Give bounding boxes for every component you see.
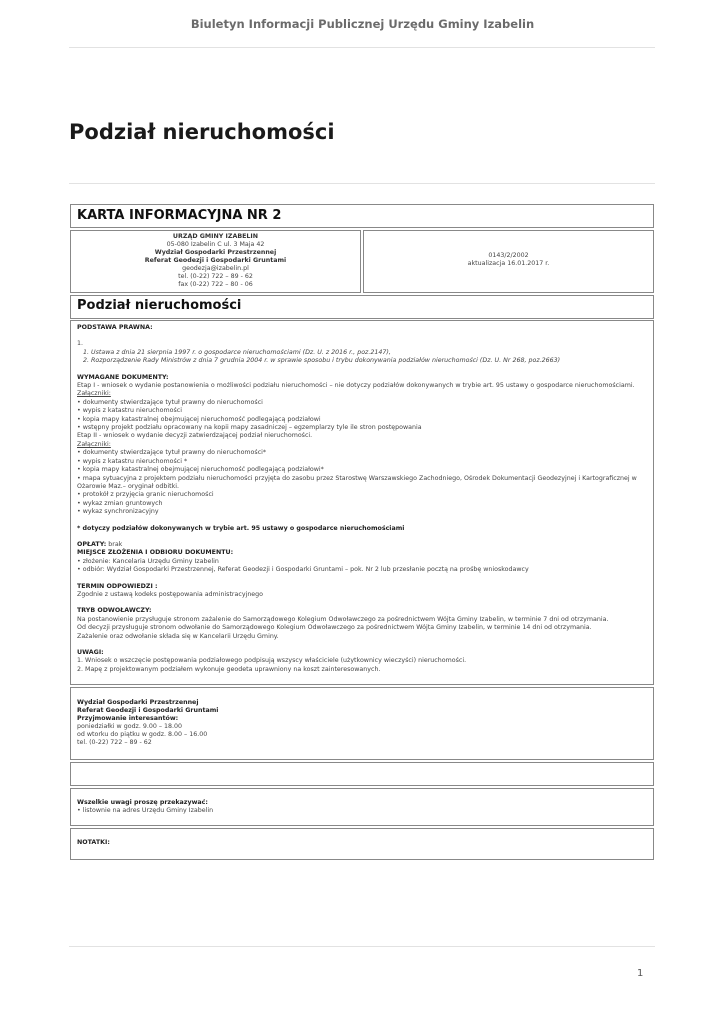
deadline-value: Zgodnie z ustawą kodeks postępowania administracyjnego: [77, 590, 264, 598]
card-title: KARTA INFORMACYJNA NR 2: [70, 204, 654, 228]
office-fax: fax (0-22) 722 – 80 - 06: [178, 281, 253, 288]
list-item: • kopia mapy katastralnej obejmującej nieruchomość podlegającą podziałowi: [77, 415, 321, 423]
fees-heading: OPŁATY:: [77, 540, 107, 548]
hours-unit: Referat Geodezji i Gospodarki Gruntami: [77, 707, 219, 714]
reference-number: 0143/2/2002: [488, 252, 529, 259]
office-phone: tel. (0-22) 722 – 89 - 62: [178, 273, 253, 280]
legal-heading: PODSTAWA PRAWNA:: [77, 324, 153, 331]
deadline-heading: TERMIN ODPOWIEDZI :: [77, 582, 158, 590]
list-item: • mapa sytuacyjna z projektem podziału nieruchomości przyjęta do zasobu przez Starostwę Warszawskiego Zachodniego, Ośrodek Dokumentacji Geodezyjnej i Kartograficznej w Ożarowie Maz.– oryginał odbitki.: [77, 474, 637, 490]
office-hours: [70, 687, 654, 760]
office-email: geodezja@izabelin.pl: [182, 265, 249, 272]
hours-tue-fri: od wtorku do piątku w godz. 8.00 – 16.00: [77, 731, 208, 738]
appeal-line: Zażalenie oraz odwołanie składa się w Kancelarii Urzędu Gminy.: [77, 632, 279, 640]
list-item: • wykaz synchronizacyjny: [77, 508, 159, 516]
legal-item: 2. Rozporządzenie Rady Ministrów z dnia 7 grudnia 2004 r. w sprawie sposobu i trybu dokonywania podziałów nieruchomości (Dz. U. Nr 268, poz.2663): [91, 357, 647, 365]
attachments-label: Załączniki:: [77, 440, 111, 448]
page-number: 1: [637, 968, 644, 979]
footer-divider: [69, 946, 655, 947]
remarks-box: [70, 788, 654, 826]
reference-updated: aktualizacja 16.01.2017 r.: [467, 260, 550, 267]
remarks-heading: Wszelkie uwagi proszę przekazywać:: [77, 799, 208, 806]
hours-mon: poniedziałki w godz. 9.00 – 18.00: [77, 723, 183, 730]
list-item: • wypis z katastru nieruchomości *: [77, 457, 188, 465]
office-address: 05-080 Izabelin C ul. 3 Maja 42: [166, 241, 265, 248]
attachments-label: Załączniki:: [77, 390, 111, 398]
fees-value: brak: [106, 540, 123, 548]
hours-department: Wydział Gospodarki Przestrzennej: [77, 699, 199, 706]
list-item: • złożenie: Kancelaria Urzędu Gminy Izabelin: [77, 557, 219, 565]
notatki-box: NOTATKI:: [70, 828, 654, 860]
appeal-line: Na postanowienie przysługuje stronom zażalenie do Samorządowego Kolegium Odwoławczego za pośrednictwem Wójta Gminy Izabelin, w terminie 7 dni od otrzymania.: [77, 615, 609, 623]
notes-heading: UWAGI:: [77, 649, 104, 656]
list-item: • wstępny projekt podziału opracowany na kopii mapy zasadniczej – egzemplarzy tyle ile stron postępowania: [77, 424, 422, 432]
documents-stage2: Etap II - wniosek o wydanie decyzji zatwierdzającej podział nieruchomości.: [77, 432, 313, 440]
header-divider: [69, 47, 655, 48]
list-item: • wykaz zmian gruntowych: [77, 499, 163, 507]
hours-phone: tel. (0-22) 722 – 89 - 62: [77, 739, 152, 746]
remarks-item: • listownie na adres Urzędu Gminy Izabelin: [77, 807, 214, 814]
legal-marker: 1.: [77, 340, 84, 348]
office-info: [70, 230, 361, 293]
office-name: URZĄD GMINY IZABELIN: [172, 233, 259, 240]
list-item: • kopia mapy katastralnej obejmującej nieruchomość podlegającą podziałowi*: [77, 466, 324, 474]
documents-heading: WYMAGANE DOKUMENTY:: [77, 373, 169, 381]
legal-list: [77, 349, 647, 366]
list-item: • dokumenty stwierdzające tytuł prawny do nieruchomości: [77, 398, 263, 406]
page-title: Podział nieruchomości: [69, 120, 335, 144]
reference-info: [363, 230, 654, 293]
appeal-line: Od decyzji przysługuje stronom odwołanie do Samorządowego Kolegium Odwoławczego za pośrednictwem Wójta Gminy Izabelin, w terminie 14 dni od otrzymania.: [77, 624, 592, 632]
office-department: Wydział Gospodarki Przestrzennej: [154, 249, 277, 256]
site-header-title: Biuletyn Informacji Publicznej Urzędu Gminy Izabelin: [190, 17, 535, 31]
title-divider: [69, 183, 655, 184]
list-item: • odbiór: Wydział Gospodarki Przestrzennej, Referat Geodezji i Gospodarki Gruntami – pok. Nr 2 lub przesłanie pocztą na prośbę wnioskodawcy: [77, 566, 529, 574]
hours-label: Przyjmowanie interesantów:: [77, 715, 179, 722]
appeal-heading: TRYB ODWOŁAWCZY:: [77, 607, 152, 615]
section-title: Podział nieruchomości: [70, 295, 654, 319]
list-item: • dokumenty stwierdzające tytuł prawny do nieruchomości*: [77, 449, 267, 457]
documents-footnote: * dotyczy podziałów dokonywanych w trybie art. 95 ustawy o gospodarce nieruchomościami: [77, 524, 405, 532]
submission-heading: MIEJSCE ZŁOŻENIA I ODBIORU DOKUMENTU:: [77, 549, 234, 557]
legal-item: 1. Ustawa z dnia 21 sierpnia 1997 r. o gospodarce nieruchomościami (Dz. U. z 2016 r., poz.2147),: [91, 349, 647, 357]
notes-line: 2. Mapę z projektowanym podziałem wykonuje geodeta uprawniony na koszt zainteresowanych.: [77, 665, 381, 673]
list-item: • protokół z przyjęcia granic nieruchomości: [77, 491, 214, 499]
documents-stage1: Etap I - wniosek o wydanie postanowienia o możliwości podziału nieruchomości – nie dotyczy podziałów dokonywanych w trybie art. 95 ustawy o gospodarce nieruchomościami.: [77, 382, 635, 390]
empty-row: [70, 762, 654, 786]
list-item: • wypis z katastru nieruchomości: [77, 407, 182, 415]
procedure-details: [70, 320, 654, 685]
notes-line: 1. Wniosek o wszczęcie postępowania podziałowego podpisują wszyscy właściciele (użytkownicy wieczyści) nieruchomości.: [77, 657, 467, 665]
office-unit: Referat Geodezji i Gospodarki Gruntami: [144, 257, 287, 264]
